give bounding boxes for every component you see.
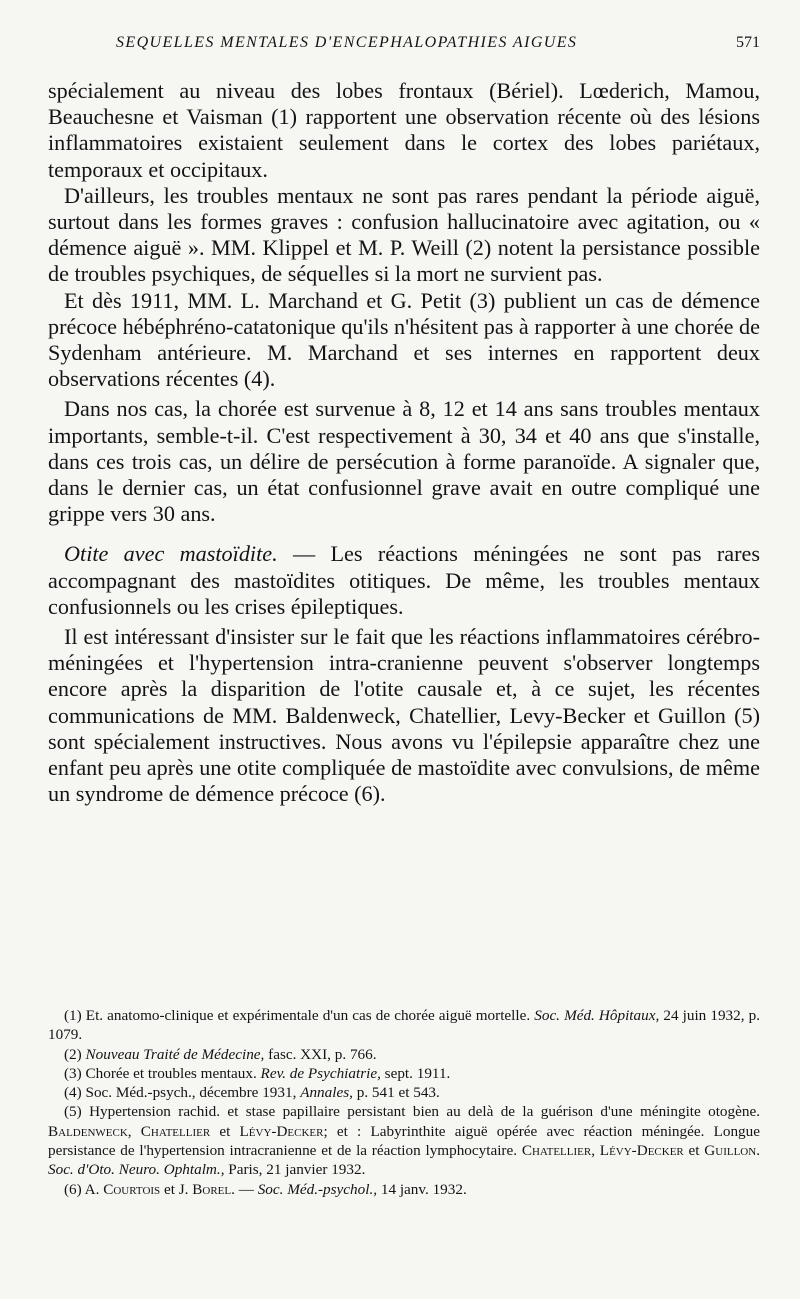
document-page (48, 0, 760, 1299)
footnote-6-text: (6) A. (64, 1180, 104, 1198)
footnote-5-authors-d: Guillon. (704, 1142, 760, 1160)
footnote-5-authors-b: Lévy-Decker (239, 1122, 324, 1140)
footnote-1-text: (1) Et. anatomo-clinique et expérimentale d'un cas de chorée aiguë mortelle. (64, 1007, 535, 1024)
footnote-5-conj-a: et (210, 1122, 240, 1140)
footnote-6-dash: — (234, 1180, 258, 1198)
footnote-4-text: (4) Soc. Méd.-psych., décembre 1931, (64, 1084, 301, 1102)
footnote-5-date: Paris, 21 janvier 1932. (224, 1161, 366, 1179)
footnote-2-source: Nouveau Traité de Médecine, (85, 1045, 265, 1063)
footnote-3 (48, 1064, 760, 1083)
page-header (48, 34, 760, 56)
paragraph-4: Dans nos cas, la chorée est survenue à 8, 12 et 14 ans sans troubles mentaux importants, semble-t-il. C'est respectivement à 30, 34 et 40 ans que s'installe, dans ces trois cas, un délire de persécution à forme paranoïde. A signaler que, dans le dernier cas, un état confusionnel grave avait en outre compliqué une grippe vers 30 ans. (48, 396, 760, 527)
footnote-5 (48, 1102, 760, 1179)
paragraph-5-text: — Les réactions méningées ne sont pas rares accompagnant des mastoïdites otitiques. De même, les troubles mentaux confusionnels ou les crises épileptiques. (48, 541, 760, 619)
footnote-3-text: (3) Chorée et troubles mentaux. (64, 1064, 261, 1082)
paragraph-2: D'ailleurs, les troubles mentaux ne sont pas rares pendant la période aiguë, surtout dans les formes graves : confusion hallucinatoire avec agitation, ou « démence aiguë ». MM. Klippel et M. P. Weill (2) notent la persistance possible de troubles psychiques, de séquelles si la mort ne survient pas. (48, 182, 760, 287)
footnote-6-author-a: Courtois (103, 1180, 161, 1198)
footnote-2-number: (2) (64, 1045, 86, 1063)
footnote-1 (48, 1006, 760, 1045)
page-number: 571 (736, 34, 760, 51)
paragraph-5 (48, 541, 760, 620)
footnotes (48, 1006, 760, 1199)
footnote-5-conj-b: et (683, 1142, 705, 1160)
footnote-3-source: Rev. de Psychiatrie, (260, 1064, 381, 1082)
section-heading-otite: Otite avec mastoïdite. (64, 541, 278, 567)
footnote-5-authors-c: Chatellier, Lévy-Decker (521, 1142, 684, 1160)
footnote-4-ref: p. 541 et 543. (352, 1084, 440, 1102)
footnote-4-source: Annales, (300, 1084, 353, 1102)
footnote-5-authors-a: Baldenweck, Chatellier (48, 1122, 211, 1140)
footnote-5-source: Soc. d'Oto. Neuro. Ophtalm., (48, 1161, 225, 1179)
footnote-1-date: 24 juin 1932, p. 1079. (48, 1007, 760, 1044)
body-text (48, 78, 760, 807)
footnote-3-date: sept. 1911. (380, 1064, 451, 1082)
footnote-2 (48, 1045, 760, 1064)
paragraph-1: spécialement au niveau des lobes frontaux (Bériel). Lœderich, Mamou, Beauchesne et Vaisman (1) rapportent une observation récente où des lésions inflammatoires existaient seulement dans le cortex des lobes pariétaux, temporaux et occipitaux. (48, 78, 760, 182)
footnote-4 (48, 1083, 760, 1102)
running-title: SEQUELLES MENTALES D'ENCEPHALOPATHIES AIGUES (116, 34, 578, 51)
footnote-6-source: Soc. Méd.-psychol., (257, 1180, 378, 1198)
paragraph-6: Il est intéressant d'insister sur le fait que les réactions inflammatoires cérébro-méningées et l'hypertension intra-cranienne peuvent s'observer longtemps encore après la disparition de l'otite causale et, à ce sujet, les récentes communications de MM. Baldenweck, Chatellier, Levy-Becker et Guillon (5) sont spécialement instructives. Nous avons vu l'épilepsie apparaître chez une enfant peu après une otite compliquée de mastoïdite avec convulsions, de même un syndrome de démence précoce (6). (48, 624, 760, 807)
paragraph-3: Et dès 1911, MM. L. Marchand et G. Petit (3) publient un cas de démence précoce hébéphréno-catatonique qu'ils n'hésitent pas à rapporter à une chorée de Sydenham antérieure. M. Marchand et ses internes en rapportent deux observations récentes (4). (48, 287, 760, 392)
footnote-1-source: Soc. Méd. Hôpitaux, (534, 1007, 660, 1024)
footnote-5-text-b: ; et : Labyrinthite aiguë opérée avec réaction méningée. Longue persistance de l'hypertension intracranienne et de la réaction lymphocytaire. (48, 1122, 760, 1160)
footnote-6-author-b: Borel. (192, 1180, 235, 1198)
footnote-6-date: 14 janv. 1932. (377, 1180, 467, 1198)
footnote-6 (48, 1180, 760, 1199)
footnote-5-text: (5) Hypertension rachid. et stase papillaire persistant bien au delà de la guérison d'une méningite otogène. (64, 1103, 760, 1121)
footnote-2-ref: fasc. XXI, p. 766. (264, 1045, 377, 1063)
footnote-6-conj: et J. (160, 1180, 193, 1198)
